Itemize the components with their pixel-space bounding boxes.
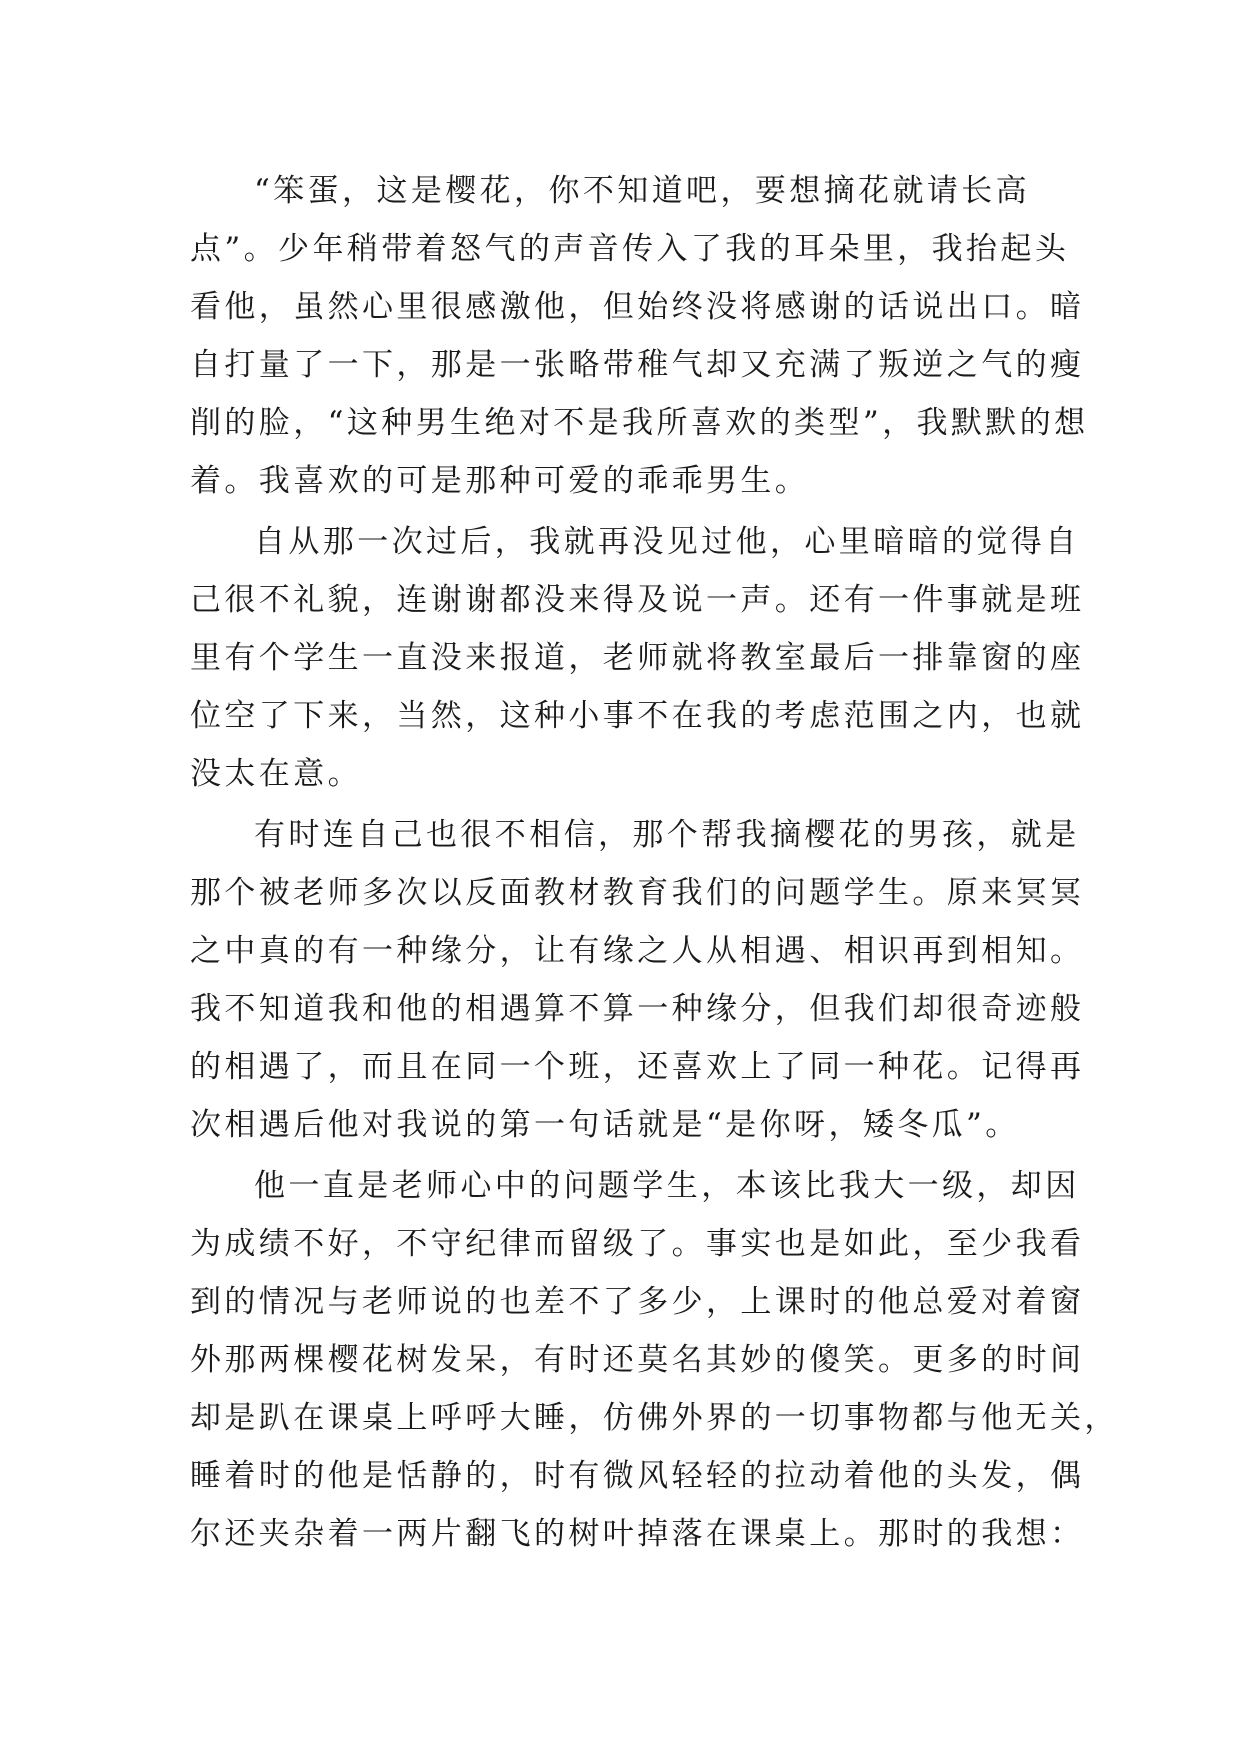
text-line: 到的情况与老师说的也差不了多少，上课时的他总爱对着窗 bbox=[190, 1284, 1085, 1320]
text-line: 次相遇后他对我说的第一句话就是“是你呀，矮冬瓜”。 bbox=[190, 1107, 1020, 1143]
paragraph-2 bbox=[190, 513, 1085, 803]
paragraph-4 bbox=[190, 1157, 1119, 1563]
text-line: 看他，虽然心里很感激他，但始终没将感谢的话说出口。暗 bbox=[190, 289, 1085, 325]
text-line: 削的脸，“这种男生绝对不是我所喜欢的类型”，我默默的想 bbox=[190, 405, 1089, 441]
text-line: 点”。少年稍带着怒气的声音传入了我的耳朵里，我抬起头 bbox=[190, 231, 1070, 267]
text-line: 的相遇了，而且在同一个班，还喜欢上了同一种花。记得再 bbox=[190, 1049, 1085, 1085]
text-line: 之中真的有一种缘分，让有缘之人从相遇、相识再到相知。 bbox=[190, 933, 1085, 969]
text-line: 有时连自己也很不相信，那个帮我摘樱花的男孩，就是 bbox=[254, 817, 1080, 853]
text-line: 为成绩不好，不守纪律而留级了。事实也是如此，至少我看 bbox=[190, 1226, 1085, 1262]
text-line: 位空了下来，当然，这种小事不在我的考虑范围之内，也就 bbox=[190, 698, 1085, 734]
text-line: “笨蛋，这是樱花，你不知道吧，要想摘花就请长高 bbox=[254, 173, 1031, 209]
text-line: 己很不礼貌，连谢谢都没来得及说一声。还有一件事就是班 bbox=[190, 582, 1085, 618]
text-line: 里有个学生一直没来报道，老师就将教室最后一排靠窗的座 bbox=[190, 640, 1085, 676]
text-line: 没太在意。 bbox=[190, 756, 362, 792]
paragraph-3 bbox=[190, 806, 1085, 1154]
text-line: 我不知道我和他的相遇算不算一种缘分，但我们却很奇迹般 bbox=[190, 991, 1085, 1027]
text-line: 睡着时的他是恬静的，时有微风轻轻的拉动着他的头发，偶 bbox=[190, 1458, 1085, 1494]
text-line: 他一直是老师心中的问题学生，本该比我大一级，却因 bbox=[254, 1168, 1080, 1204]
text-line: 尔还夹杂着一两片翻飞的树叶掉落在课桌上。那时的我想： bbox=[190, 1516, 1085, 1552]
text-line: 外那两棵樱花树发呆，有时还莫名其妙的傻笑。更多的时间 bbox=[190, 1342, 1085, 1378]
paragraph-1 bbox=[190, 162, 1089, 510]
text-line: 着。我喜欢的可是那种可爱的乖乖男生。 bbox=[190, 463, 810, 499]
text-line: 却是趴在课桌上呼呼大睡，仿佛外界的一切事物都与他无关， bbox=[190, 1400, 1119, 1436]
text-line: 自从那一次过后，我就再没见过他，心里暗暗的觉得自 bbox=[254, 524, 1080, 560]
body-text bbox=[190, 162, 1119, 1563]
text-line: 那个被老师多次以反面教材教育我们的问题学生。原来冥冥 bbox=[190, 875, 1085, 911]
text-line: 自打量了一下，那是一张略带稚气却又充满了叛逆之气的瘦 bbox=[190, 347, 1085, 383]
